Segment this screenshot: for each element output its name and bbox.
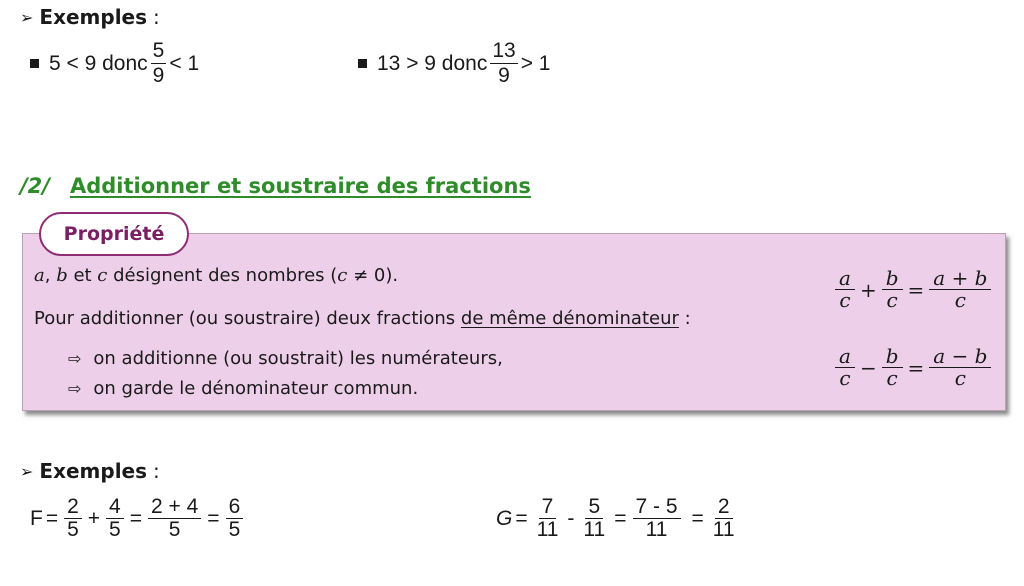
denominator: 5: [168, 518, 181, 542]
equals-sign: =: [907, 277, 925, 302]
examples-heading-1: [20, 5, 160, 29]
denominator: 11: [536, 518, 559, 542]
example-fraction-less-than-one: [30, 40, 199, 87]
equals-sign: =: [207, 506, 220, 530]
examples-colon: :: [153, 459, 160, 483]
condition: ≠ 0).: [347, 265, 399, 286]
fraction: [710, 496, 738, 541]
numerator: b: [882, 346, 903, 368]
numerator: 7: [539, 496, 557, 519]
numerator: 6: [226, 496, 244, 519]
examples-colon: :: [153, 5, 160, 29]
fraction: [226, 496, 244, 541]
right-arrow-icon: ⇨: [68, 349, 82, 368]
rule-suffix: :: [678, 308, 691, 329]
example-f: [30, 496, 246, 541]
cond-var-c: c: [337, 265, 348, 286]
numerator: a + b: [929, 268, 991, 290]
formula-addition: [832, 268, 994, 311]
denominator: c: [886, 366, 898, 390]
list-item-text: on garde le dénominateur commun.: [93, 378, 419, 399]
fraction: [882, 346, 903, 389]
examples-label: Exemples: [39, 5, 148, 29]
fraction: [151, 40, 167, 87]
denominator: 9: [152, 64, 165, 88]
example-text-before: 13 > 9 donc: [377, 51, 488, 75]
operator: −: [859, 355, 877, 380]
denominator: 5: [109, 518, 121, 542]
fraction: [64, 496, 82, 541]
fraction: [148, 496, 201, 541]
example-text-after: < 1: [169, 51, 200, 75]
line1-text: désignent des nombres (: [107, 265, 338, 286]
fraction: [534, 496, 562, 541]
numerator: 2 + 4: [148, 496, 201, 519]
list-item: [68, 378, 418, 399]
denominator: c: [839, 288, 851, 312]
section-heading: Additionner et soustraire des fractions: [69, 174, 531, 198]
rule-prefix: Pour additionner (ou soustraire) deux fractions: [34, 308, 461, 329]
sep: ,: [44, 265, 57, 286]
denominator: 5: [67, 518, 79, 542]
denominator: c: [954, 288, 966, 312]
fraction: [835, 268, 855, 311]
section-title: [20, 174, 531, 198]
denominator: 9: [498, 64, 510, 88]
formula-subtraction: [832, 346, 994, 389]
et: et: [67, 265, 98, 286]
fraction: [633, 496, 681, 541]
operator: +: [859, 277, 877, 302]
numerator: b: [882, 268, 903, 290]
numerator: 4: [106, 496, 124, 519]
square-bullet-icon: [358, 59, 367, 68]
property-line-variables: [34, 265, 398, 286]
numerator: 2: [715, 496, 733, 519]
numerator: 13: [490, 40, 517, 64]
list-item: [68, 348, 503, 369]
denominator: 5: [228, 518, 241, 542]
property-line-rule: [34, 308, 691, 329]
denominator: 11: [645, 518, 668, 542]
numerator: a: [835, 268, 855, 290]
equals-sign: =: [614, 506, 627, 530]
fraction: [106, 496, 124, 541]
equals-sign: =: [907, 355, 925, 380]
example-g: [496, 496, 741, 541]
fraction: [835, 346, 855, 389]
equals-sign: =: [129, 506, 142, 530]
expression-name: F: [30, 506, 43, 530]
numerator: a − b: [929, 346, 991, 368]
numerator: 5: [151, 40, 167, 64]
fraction: [490, 40, 517, 87]
var-c: c: [97, 265, 108, 286]
equals-sign: =: [45, 506, 59, 530]
operator: +: [87, 506, 101, 530]
denominator: c: [839, 366, 851, 390]
operator: -: [567, 506, 575, 530]
fraction: [580, 496, 608, 541]
square-bullet-icon: [30, 59, 39, 68]
example-text-before: 5 < 9 donc: [49, 51, 148, 75]
fraction: [882, 268, 903, 311]
denominator: c: [954, 366, 966, 390]
right-arrow-icon: ⇨: [68, 379, 82, 398]
equals-sign: =: [515, 506, 528, 530]
example-fraction-greater-than-one: [358, 40, 550, 87]
arrowhead-bullet-icon: ➢: [20, 461, 34, 481]
denominator: 11: [583, 518, 606, 542]
fraction: [929, 346, 991, 389]
fraction: [929, 268, 991, 311]
numerator: a: [835, 346, 855, 368]
examples-label: Exemples: [39, 459, 148, 483]
var-a: a: [34, 265, 45, 286]
section-number: /2/: [20, 174, 50, 198]
numerator: 7 - 5: [633, 496, 681, 519]
list-item-text: on additionne (ou soustrait) les numérateurs,: [93, 348, 503, 369]
equals-sign: =: [691, 506, 704, 530]
var-b: b: [56, 265, 68, 286]
rule-underlined: de même dénominateur: [460, 308, 679, 329]
arrowhead-bullet-icon: ➢: [20, 7, 34, 27]
numerator: 2: [64, 496, 82, 519]
numerator: 5: [585, 496, 603, 519]
example-text-after: > 1: [520, 51, 551, 75]
property-badge: Propriété: [39, 212, 189, 256]
denominator: 11: [712, 518, 735, 542]
denominator: c: [886, 288, 898, 312]
examples-heading-2: [20, 459, 160, 483]
expression-name: G: [496, 506, 513, 530]
